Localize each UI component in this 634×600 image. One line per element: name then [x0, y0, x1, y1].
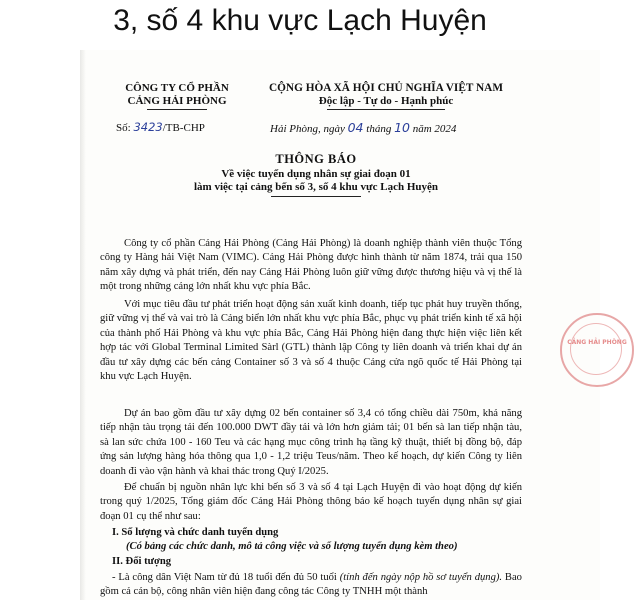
paragraph-4	[100, 481, 522, 524]
date-month: 10	[394, 120, 410, 135]
seal-text: CẢNG HẢI PHÒNG	[567, 339, 627, 346]
company-header	[112, 82, 242, 110]
paragraph-1	[100, 237, 522, 295]
issue-date	[270, 120, 456, 135]
paragraph-text: Với mục tiêu đầu tư phát triển hoạt động sản xuất kinh doanh, tiếp tục phát huy truyền thống, giữ vững vị thế và vai trò là Cảng biển lớn nhất khu vực phía Bắc, phục vụ phát triển kinh tế xã hội của thành phố Hải Phòng và khu vực phía Bắc, Cảng Hải Phòng hiện đang thực hiện việc liên kết hợp tác với Global Terminal Limited Sàrl (GTL) thành lập Công ty liên doanh và triển khai dự án đầu tư xây dựng các bến cảng Container số 3 và số 4 thuộc Cảng cửa ngõ quốc tế Hải Phòng tại khu vực Lạch Huyện.	[100, 299, 522, 383]
section-1-heading: I. Số lượng và chức danh tuyển dụng	[112, 527, 279, 538]
red-seal-stamp	[560, 313, 634, 387]
date-day: 04	[347, 120, 364, 135]
document-number	[116, 120, 205, 134]
doc-number-handwritten: 3423	[133, 120, 163, 134]
subtitle-line1: Về việc tuyển dụng nhân sự giai đoạn 01	[221, 168, 411, 180]
paragraph-text: Dự án bao gồm đầu tư xây dựng 02 bến container số 3,4 có tổng chiều dài 750m, khả năng tiếp nhận tàu trọng tải đến 100.000 DWT đầy tải và lớn hơn giảm tải; 01 bến sà lan tiếp nhận tàu, sà lan sức chứa 100 - 160 Teu và các hạng mục công trình hạ tầng kỹ thuật, thiết bị đồng bộ, đáp ứng sản lượng hàng hóa thông qua 1,0 - 1,2 triệu Teus/năm. Theo kế hoạch, dự kiến Công ty liên doanh đi vào vận hành và khai thác trong Quý I/2025.	[100, 408, 522, 477]
header-rule	[147, 109, 207, 110]
title-banner: 3, số 4 khu vực Lạch Huyện	[0, 0, 600, 50]
document-subtitle	[86, 168, 546, 197]
national-header	[250, 82, 522, 110]
doc-number-prefix: Số:	[116, 122, 131, 134]
eligibility-item	[100, 571, 522, 600]
company-line2: CẢNG HẢI PHÒNG	[127, 95, 227, 107]
section-2-heading: II. Đối tượng	[112, 556, 172, 567]
item-rest: Bao gồm cả cán bộ, công nhân viên hiện đang công tác Công ty TNHH một thành	[100, 572, 522, 598]
national-motto: Độc lập - Tự do - Hạnh phúc	[318, 95, 454, 107]
subtitle-rule	[271, 196, 361, 197]
subtitle-line2: làm việc tại cảng bến số 3, số 4 khu vực Lạch Huyện	[193, 181, 439, 193]
date-year: năm 2024	[412, 123, 457, 135]
date-place: Hải Phòng, ngày	[270, 123, 345, 135]
paragraph-2	[100, 298, 522, 384]
document-title: THÔNG BÁO	[275, 152, 357, 166]
section-1-note: (Có bảng các chức danh, mô tả công việc và số lượng tuyển dụng kèm theo)	[126, 541, 458, 552]
company-line1: CÔNG TY CỔ PHẦN	[125, 82, 229, 94]
date-month-label: tháng	[366, 123, 392, 135]
paragraph-text: Công ty cổ phần Cảng Hải Phòng (Cảng Hải Phòng) là doanh nghiệp thành viên thuộc Tổng công ty Hàng hải Việt Nam (VIMC). Cảng Hải Phòng được hình thành từ năm 1874, trải qua 150 năm xây dựng và phát triển, đến nay Cảng Hải Phòng luôn giữ vững được thương hiệu và vị thế là một trong những cảng lớn nhất khu vực phía Bắc.	[100, 238, 522, 293]
paragraph-text: Để chuẩn bị nguồn nhân lực khi bến số 3 và số 4 tại Lạch Huyện đi vào hoạt động dự kiến trong quý 1/2025, Tổng giám đốc Cảng Hải Phòng thông báo kế hoạch tuyển dụng nhân sự giai đoạn 01 cụ thể như sau:	[100, 482, 522, 522]
seal-inner-ring	[570, 323, 622, 375]
motto-rule	[327, 109, 445, 110]
paragraph-3	[100, 407, 522, 479]
doc-number-suffix: /TB-CHP	[162, 122, 205, 134]
nation-name: CỘNG HÒA XÃ HỘI CHỦ NGHĨA VIỆT NAM	[268, 82, 504, 94]
item-text: - Là công dân Việt Nam từ đủ 18 tuổi đến đủ 50 tuổi	[112, 572, 337, 583]
item-italic-note: (tính đến ngày nộp hồ sơ tuyển dụng).	[339, 572, 503, 583]
